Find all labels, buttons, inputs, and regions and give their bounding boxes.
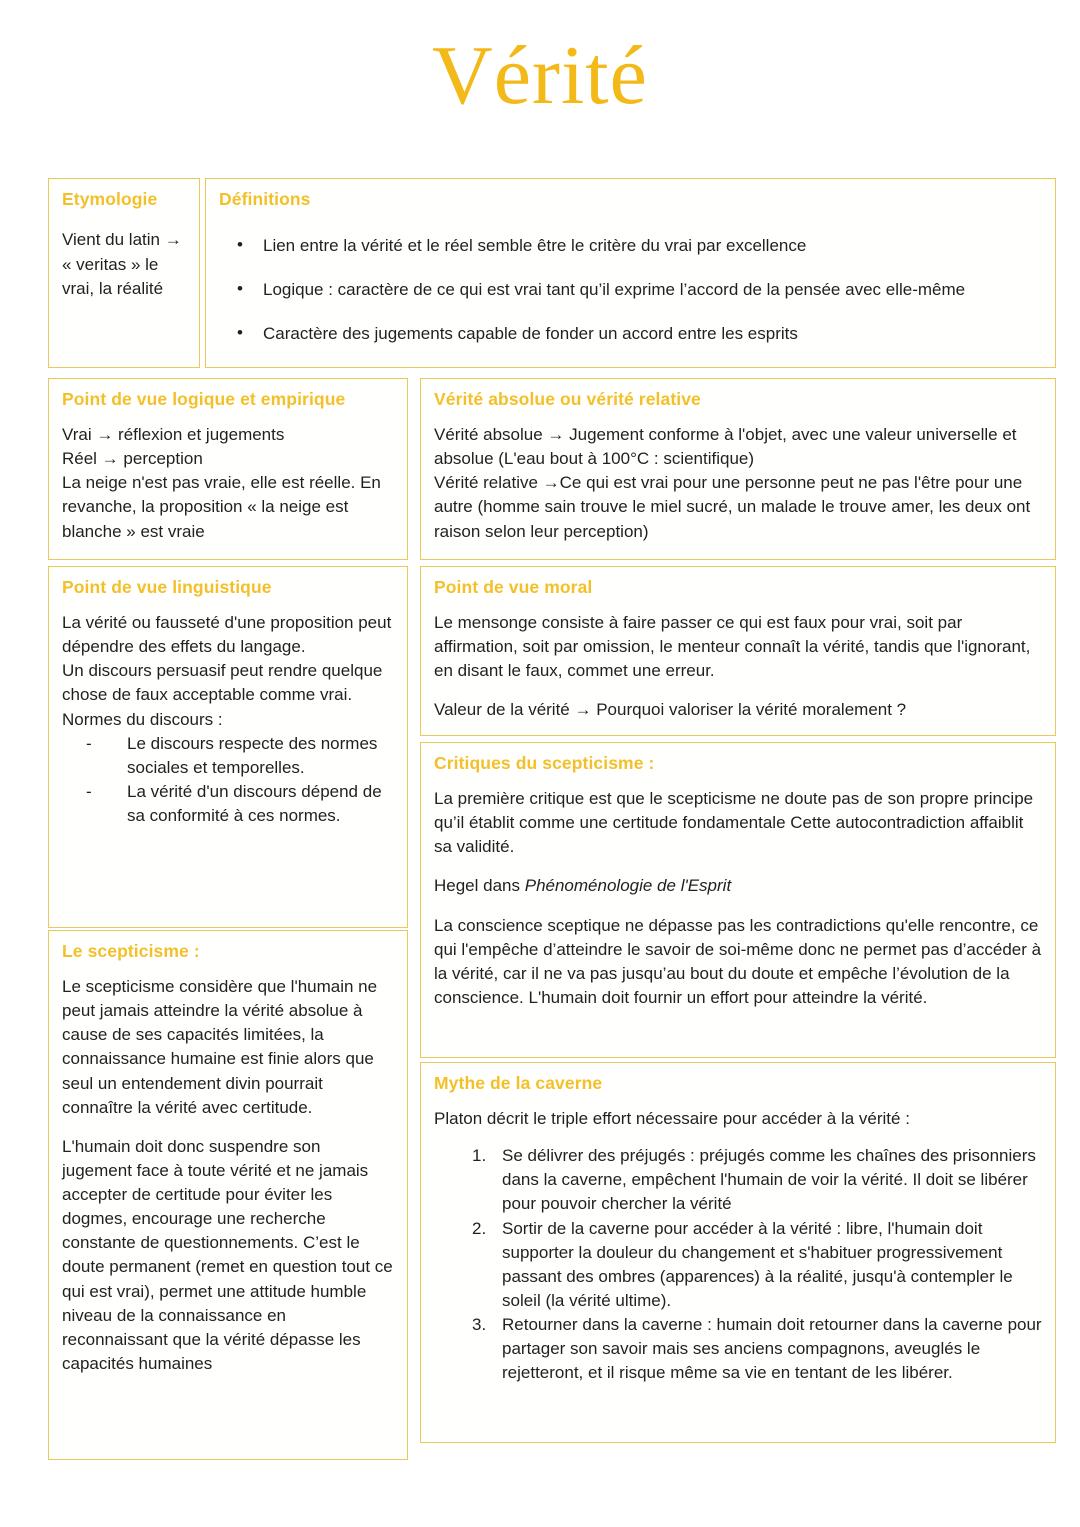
linguistique-line-3: Normes du discours : — [62, 709, 223, 729]
absolue-line-2: Vérité relative →Ce qui est vrai pour une personne peut ne pas l'être pour une autre (homme sain trouve le miel sucré, un malade le trouve amer, les deux ont raison selon leur perception) — [434, 473, 1031, 541]
linguistique-norms-list — [62, 732, 395, 829]
list-item: Sortir de la caverne pour accéder à la vérité : libre, l'humain doit supporter la douleur du changement et s'habituer progressivement passant des ombres (apparences) à la réalité, jusqu'à contempler le soleil (la vérité ultime). — [502, 1218, 1013, 1310]
moral-paragraph-1: Le mensonge consiste à faire passer ce qui est faux pour vrai, soit par affirmation, soit par omission, le menteur connaît la vérité, tandis que l'ignorant, en disant le faux, commet une erreur. — [434, 613, 1031, 681]
logique-line-2: Réel → perception — [62, 449, 203, 469]
definitions-list — [219, 234, 1043, 346]
caverne-spacer — [434, 1131, 1043, 1144]
logique-line-3: La neige n'est pas vraie, elle est réelle. En revanche, la proposition « la neige est blanche » est vraie — [62, 473, 381, 541]
card-le-scepticisme — [48, 930, 408, 1460]
list-item: • Lien entre la vérité et le réel semble être le critère du vrai par excellence — [263, 234, 1043, 258]
card-etymologie-heading: Etymologie — [62, 189, 158, 209]
card-etymologie — [48, 178, 200, 368]
list-item: - Le discours respecte des normes sociales et temporelles. — [78, 732, 395, 780]
citation-prefix: Hegel dans — [434, 876, 525, 896]
card-point-de-vue-logique — [48, 378, 408, 560]
scepticisme-paragraph-2: L'humain doit donc suspendre son jugement face à toute vérité et ne jamais accepter de certitude pour éviter les dogmes, encourage une recherche constante de questionnements. C’est le doute permanent (remet en question tout ce qui est vrai), permet une attitude humble niveau de la connaissance en reconnaissant que la vérité dépasse les capacités humaines — [62, 1136, 393, 1373]
card-scepticisme-heading: Le scepticisme : — [62, 941, 200, 961]
page-title: Vérité — [432, 29, 648, 122]
list-item: Retourner dans la caverne : humain doit retourner dans la caverne pour partager son savoir mais ses anciens compagnons, aveuglés le rejetteront, et il risque même sa vie en tentant de les libérer. — [502, 1315, 1042, 1383]
card-absolue-heading: Vérité absolue ou vérité relative — [434, 389, 701, 409]
citation-work: Phénoménologie de l'Esprit — [524, 876, 732, 896]
card-verite-absolue-relative — [420, 378, 1056, 560]
card-etymologie-body: Vient du latin → « veritas » le vrai, la réalité — [62, 230, 182, 299]
list-item: • Caractère des jugements capable de fonder un accord entre les esprits — [263, 322, 1043, 346]
linguistique-line-2: Un discours persuasif peut rendre quelque chose de faux acceptable comme vrai. — [62, 661, 383, 705]
list-item: • Logique : caractère de ce qui est vrai tant qu’il exprime l’accord de la pensée avec elle-même — [263, 278, 1043, 302]
scepticisme-paragraph-1: Le scepticisme considère que l'humain ne peut jamais atteindre la vérité absolue à cause de ses capacités limitées, la connaissance humaine est finie alors que seul un entendement divin pourrait connaître la vérité avec certitude. — [62, 977, 378, 1117]
critiques-paragraph-1: La première critique est que le scepticisme ne doute pas de son propre principe qu’il établit comme une certitude fondamentale Cette autocontradiction affaiblit sa validité. — [434, 789, 1034, 857]
card-moral-heading: Point de vue moral — [434, 577, 593, 597]
critiques-paragraph-2: La conscience sceptique ne dépasse pas les contradictions qu'elle rencontre, ce qui l'empêche d’atteindre le savoir de soi-même donc ne permet pas d’accéder à la vérité, car il ne va pas jusqu’au bout du doute et empêche l’évolution de la conscience. L'humain doit fournir un effort pour atteindre la vérité. — [434, 915, 1042, 1007]
card-critiques-scepticisme — [420, 742, 1056, 1058]
linguistique-line-1: La vérité ou fausseté d'une proposition peut dépendre des effets du langage. — [62, 613, 392, 657]
critiques-citation — [434, 874, 1043, 898]
caverne-intro: Platon décrit le triple effort nécessaire pour accéder à la vérité : — [434, 1109, 910, 1128]
list-item: Se délivrer des préjugés : préjugés comme les chaînes des prisonniers dans la caverne, empêchent l'humain de voir la vérité. Il doit se libérer pour pouvoir chercher la vérité — [502, 1146, 1036, 1214]
moral-paragraph-2: Valeur de la vérité → Pourquoi valoriser la vérité moralement ? — [434, 700, 907, 720]
card-point-de-vue-linguistique — [48, 566, 408, 928]
card-point-de-vue-moral — [420, 566, 1056, 736]
card-definitions — [205, 178, 1056, 368]
logique-line-1: Vrai → réflexion et jugements — [62, 425, 285, 444]
card-caverne-heading: Mythe de la caverne — [434, 1073, 603, 1093]
absolue-line-1: Vérité absolue → Jugement conforme à l'objet, avec une valeur universelle et absolue (L'eau bout à 100°C : scientifique) — [434, 425, 1017, 469]
list-item: - La vérité d'un discours dépend de sa conformité à ces normes. — [78, 780, 395, 828]
card-linguistique-heading: Point de vue linguistique — [62, 577, 272, 597]
caverne-list — [434, 1144, 1043, 1385]
card-logique-heading: Point de vue logique et empirique — [62, 389, 346, 409]
card-mythe-de-la-caverne — [420, 1062, 1056, 1443]
card-definitions-heading: Définitions — [219, 189, 311, 209]
card-critiques-heading: Critiques du scepticisme : — [434, 753, 655, 773]
